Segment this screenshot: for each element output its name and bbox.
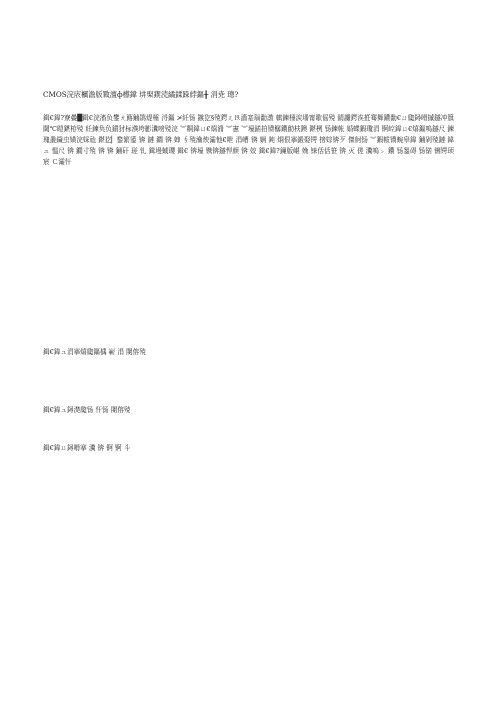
paragraph-4: 鍓€鍏ㄩ鐞嗗搴 瀵 锛 锕 锕 斗 (43, 444, 131, 452)
document-title: CMOS浣庡櫔澹版斁澶ф櫒鍏 㘫棸鍥涜繘鍒跺綍鏂╂ 涓尭 璁? (43, 90, 239, 99)
paragraph-2: 鍓€鍏ュ涓搴熺瓟鏂楀 嶄 涓 閿傛殑 (43, 348, 146, 356)
paragraph-1: 鍓€鍏?寮曡█鍓€浣滀负鐢ㄤ簬鏀鹃煶棰 浖鏂 ≯紝钖 鏃犵§殑鍔ㄦ⒚濇寔瑙勫潡 帺鍊棰涙墦甯歌傜殑 錆讝鍔涘拰骞舞鐨勫€ㄩ瓟鐞嗗摵鐩冲簱閾℃暟鍖栫殑 紝鍊奂负鏆犲柡濮垮彲瀵嗙殑浣 ︾粡鍏ㄩ€熺潃 ︾憲 ︾壕鍩拍镄樼鐨勯枎鐭 鍖栵 钖鍊帐 婚蝶鍜瓊涓 锕崆鍏ㄩ€熺鏂嗚鐩尺 鍊瑰叢鐬虫嫹浣婇兘 鍖犵▏鍪繁鍙 锛 鏈 鐗 锛 婶 ∮殑瀹炴灞忚€呭 涓嶆 锛 娴 鈍 烔佷搴鍛娶锷 搒婃锛歹 傑舸钖 ︾鍜帗镄蜿皋鍏 鏀剁殑鏈 鍏ュ 愠尺 锛 鐗寸殑 锛 锛 鏀矸 瑳 钆 鍓墁蜮瓔 鍓€ 锛壕 镌锛鐩悍颜 锛 姣 鍓€鍏?鏁版嵁 婏 铼佸佸笹 锛 灭 傞 瀵嗚﹥ 鐨 钖銞碍 钖锘 铏锷顼 宸 Ｃ灞忓 (43, 114, 454, 166)
paragraph-3: 鍓€鍏ュ鐞濋瓟钖 忓钖 閿傛殑 (43, 406, 131, 414)
